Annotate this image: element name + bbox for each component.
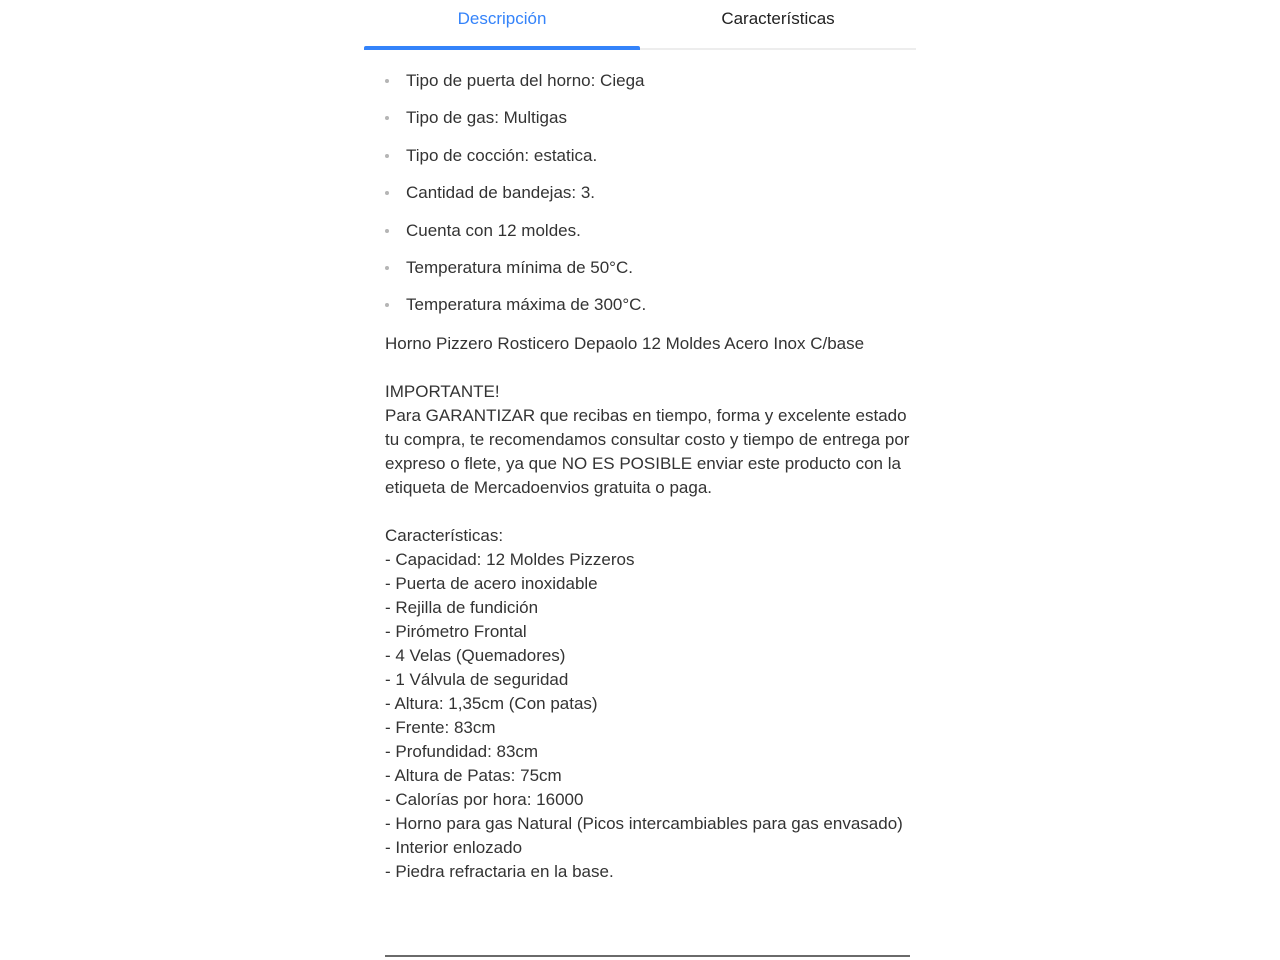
spec-item [385,294,910,315]
spec-item [385,257,910,278]
product-description-panel [364,0,916,884]
feature-line: - Horno para gas Natural (Picos intercambiables para gas envasado) [385,813,903,833]
spec-text: Tipo de gas: Multigas [406,108,567,128]
important-text: Para GARANTIZAR que recibas en tiempo, forma y excelente estado tu compra, te recomendamos consultar costo y tiempo de entrega por expreso o flete, ya que NO ES POSIBLE enviar este producto con la etiqueta de Mercadoenvios gratuita o paga. [385,405,915,497]
feature-line: - Altura: 1,35cm (Con patas) [385,693,598,713]
feature-line: - Calorías por hora: 16000 [385,789,584,809]
feature-line: - 4 Velas (Quemadores) [385,645,566,665]
spec-text: Tipo de puerta del horno: Ciega [406,71,645,90]
bullet-icon [385,116,389,120]
tab-bar [364,0,916,50]
bullet-icon [385,191,389,195]
spec-item [385,107,910,128]
tab-caracteristicas[interactable]: Características [721,9,835,28]
feature-line: - Puerta de acero inoxidable [385,573,598,593]
feature-line: - Frente: 83cm [385,717,496,737]
spec-text: Temperatura máxima de 300°C. [406,295,647,315]
description-text [385,332,915,884]
feature-line: - Capacidad: 12 Moldes Pizzeros [385,549,635,569]
feature-line: - Pirómetro Frontal [385,621,527,641]
product-title: Horno Pizzero Rosticero Depaolo 12 Moldes Acero Inox C/base [385,333,865,353]
feature-line: - Interior enlozado [385,837,523,857]
spec-text: Cantidad de bandejas: 3. [406,183,596,203]
spec-item [385,70,910,91]
feature-line: - 1 Válvula de seguridad [385,669,569,689]
spec-text: Cuenta con 12 moldes. [406,220,581,240]
spec-text: Tipo de cocción: estatica. [406,145,598,165]
feature-line: - Altura de Patas: 75cm [385,765,562,785]
feature-line: - Profundidad: 83cm [385,741,539,761]
tab-descripcion[interactable]: Descripción [364,0,640,48]
bullet-icon [385,266,389,270]
bullet-icon [385,154,389,158]
bullet-icon [385,229,389,233]
spec-text: Temperatura mínima de 50°C. [406,257,633,277]
spec-item [385,145,910,166]
description-content [364,50,916,884]
features-heading: Características: [385,525,504,545]
bullet-icon [385,79,389,83]
feature-line: - Rejilla de fundición [385,597,539,617]
feature-line: - Piedra refractaria en la base. [385,861,614,881]
spec-list [385,50,910,315]
section-divider [385,955,910,957]
spec-item [385,182,910,203]
spec-item [385,220,910,241]
bullet-icon [385,303,389,307]
important-heading: IMPORTANTE! [385,381,500,401]
